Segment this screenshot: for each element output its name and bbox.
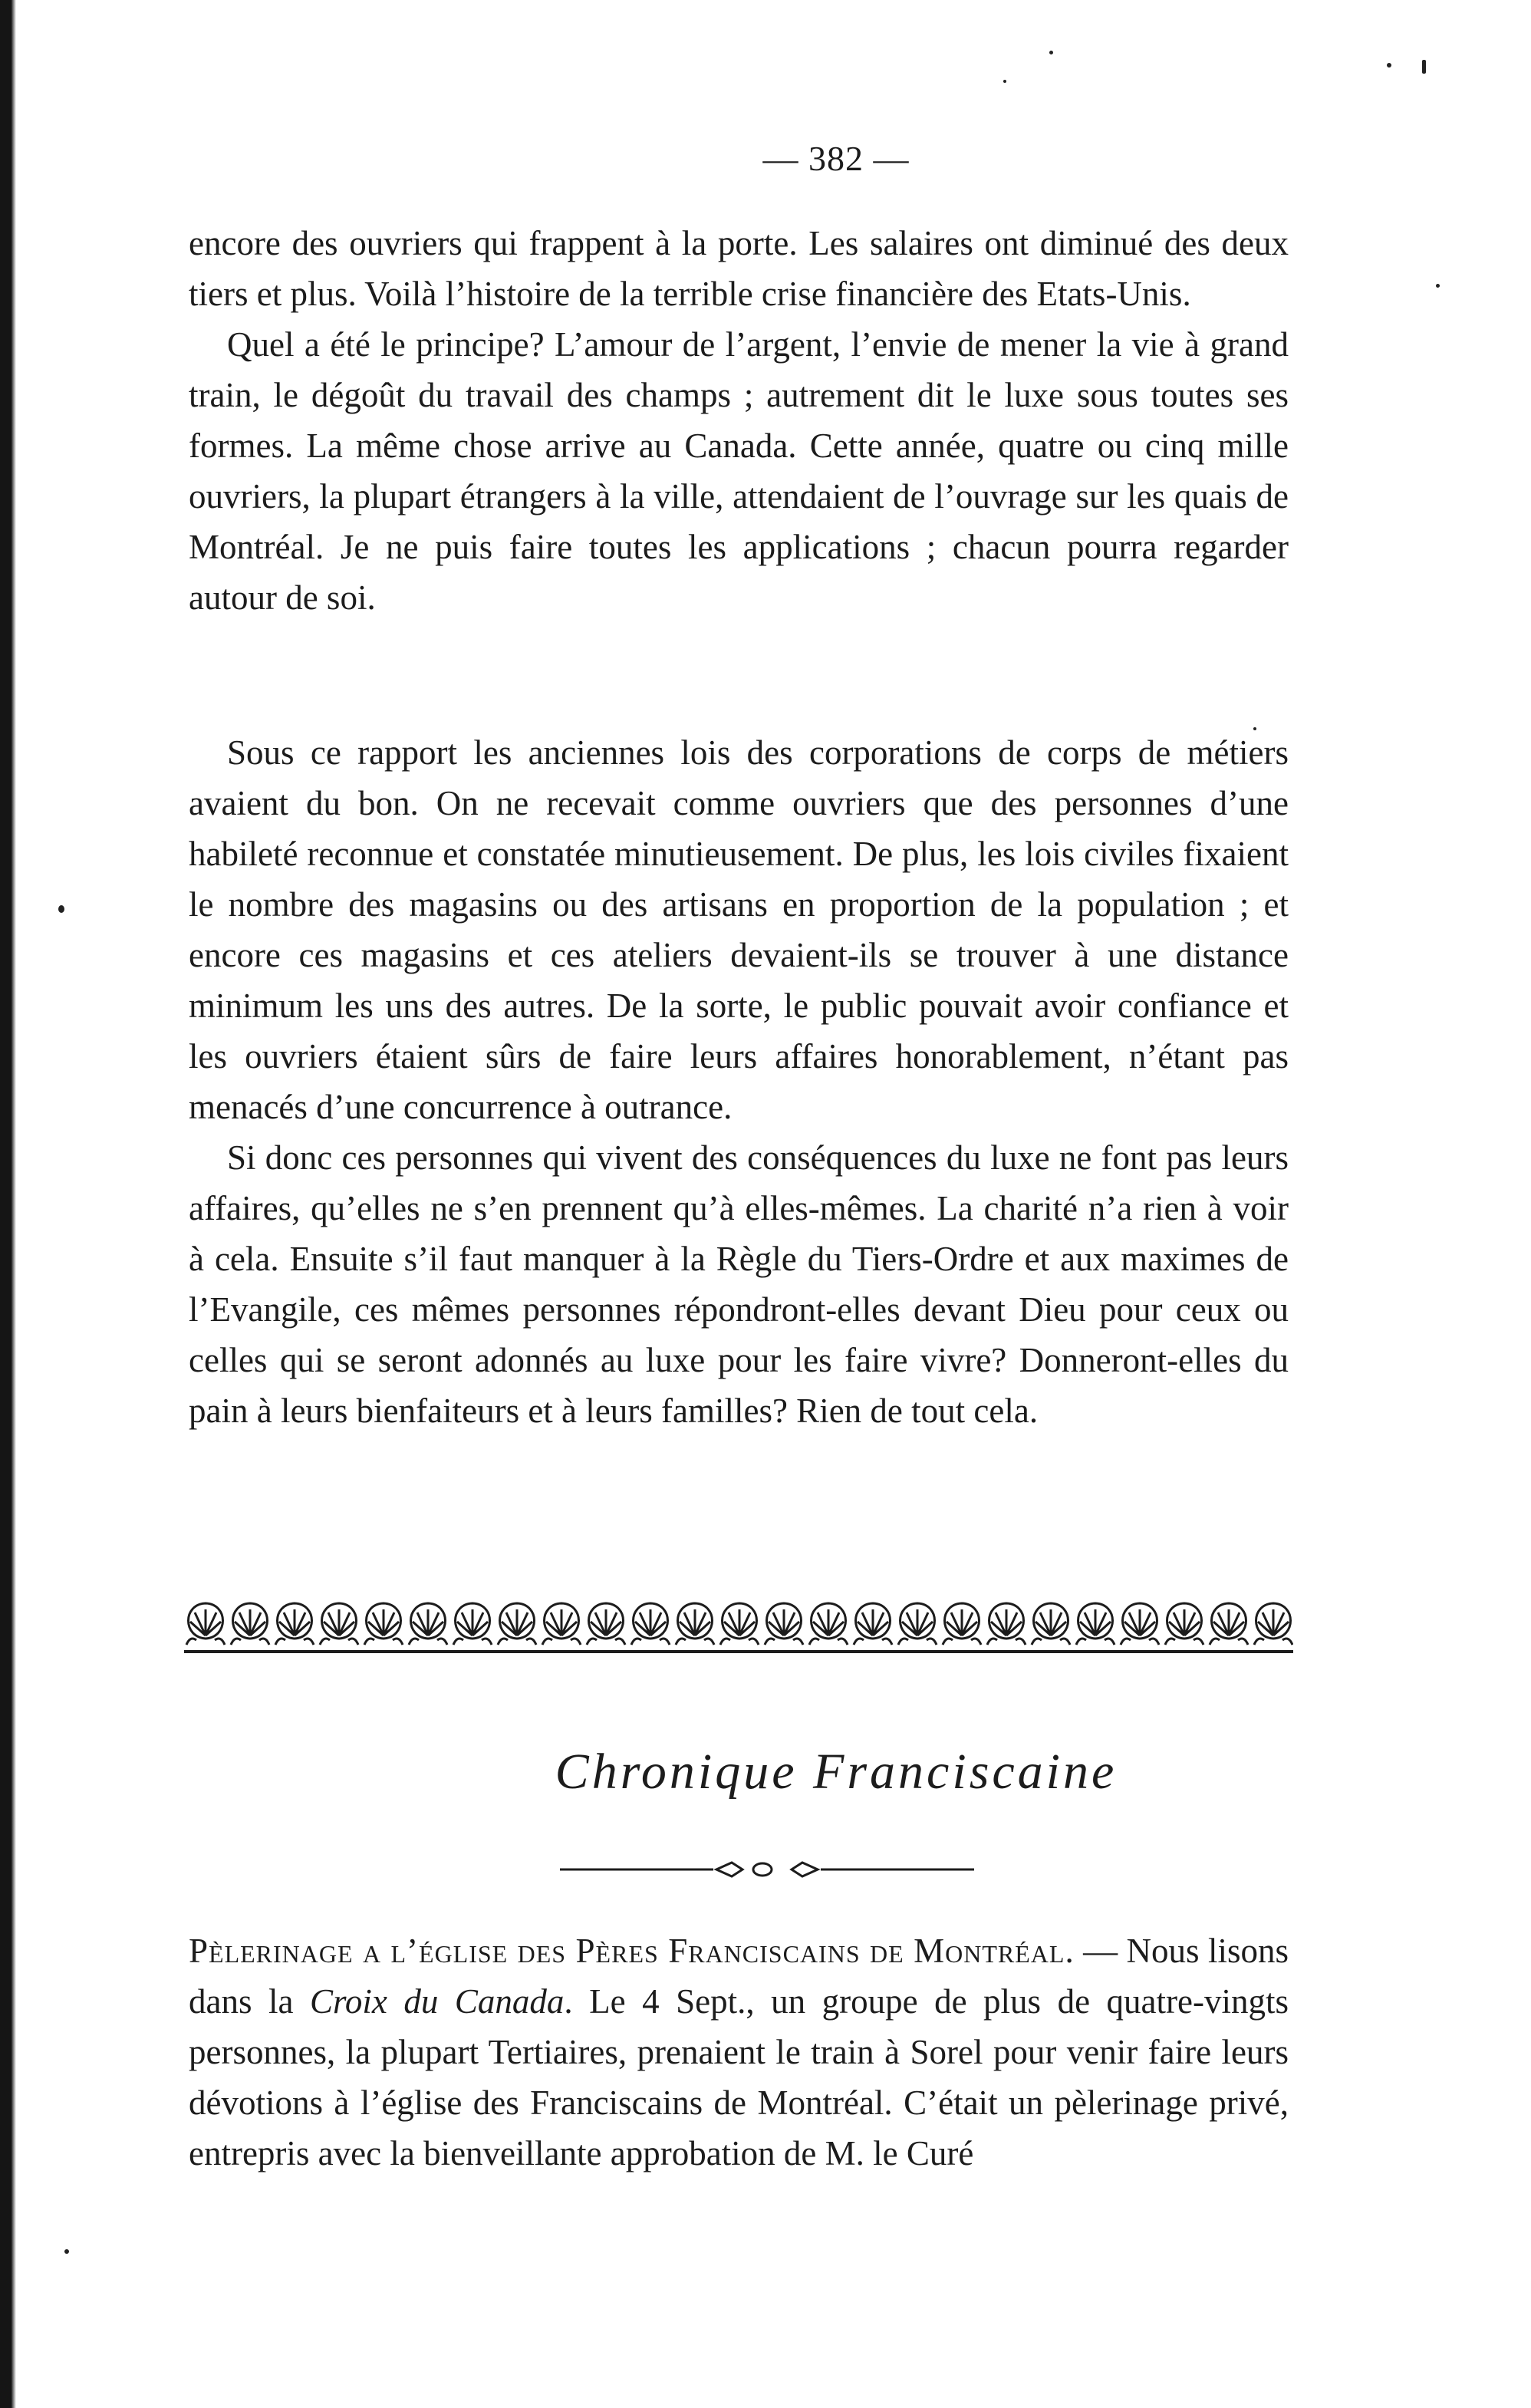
section-title: Chronique Franciscaine (555, 1744, 1118, 1800)
paragraph: Quel a été le principe? L’amour de l’argent, l’envie de mener la vie à grand train, le dégoût du travail des champs ; autrement dit le luxe sous toutes ses formes. La même chose arrive au Canada. Cette année, quatre ou cinq mille ouvriers, la plupart étrangers à la ville, attendaient de l’ouvrage sur les quais de Montréal. Je ne puis faire toutes les applications ; chacun pourra regarder autour de soi. (189, 325, 1289, 617)
article-heading: Pèlerinage a l’église des Pères Franciscains de Montréal. (189, 1932, 1075, 1970)
article-intro: — Nous lisons dans la (189, 1932, 1289, 2021)
article-text (189, 1925, 1289, 2179)
section-separator (552, 1858, 982, 1881)
palmette-row (186, 1603, 1292, 1645)
body-text-top (189, 218, 1289, 623)
article-body: . Le 4 Sept., un groupe de plus de quatre-vingts personnes, la plupart Tertiaires, prenaient le train à Sorel pour venir faire leurs dévotions à l’église des Franciscains de Montréal. C’était un pèlerinage privé, entrepris avec la bienveillante approbation de M. le Curé (189, 1982, 1289, 2172)
ornamental-border (184, 1574, 1293, 1663)
book-spine-shadow (0, 0, 12, 2408)
paragraph: Si donc ces personnes qui vivent des conséquences du luxe ne font pas leurs affaires, qu’elles ne s’en prennent qu’à elles-mêmes. La charité n’a rien à voir à cela. Ensuite s’il faut manquer à la Règle du Tiers-Ordre et aux maximes de l’Evangile, ces mêmes personnes répondront-elles devant Dieu pour ceux ou celles qui se seront adonnés au luxe pour les faire vivre? Donneront-elles du pain à leurs bienfaiteurs et à leurs familles? Rien de tout cela. (189, 1138, 1289, 1430)
paragraph: Sous ce rapport les anciennes lois des corporations de corps de métiers avaient du bon. On ne recevait comme ouvriers que des personnes d’une habileté reconnue et constatée minutieusement. De plus, les lois civiles fixaient le nombre des magasins ou des artisans en proportion de la population ; et encore ces magasins et ces ateliers devaient-ils se trouver à une distance minimum les uns des autres. De la sorte, le public pouvait avoir confiance et les ouvriers étaient sûrs de faire leurs affaires honorablement, n’étant pas menacés d’une concurrence à outrance. (189, 733, 1289, 1126)
page-number: — 382 — (762, 139, 910, 178)
article-source: Croix du Canada (309, 1982, 565, 2021)
book-spine-edge (12, 0, 16, 2408)
body-text-middle (189, 727, 1289, 1436)
paragraph: encore des ouvriers qui frappent à la porte. Les salaires ont diminué des deux tiers et plus. Voilà l’histoire de la terrible crise financière des Etats-Unis. (189, 224, 1289, 313)
